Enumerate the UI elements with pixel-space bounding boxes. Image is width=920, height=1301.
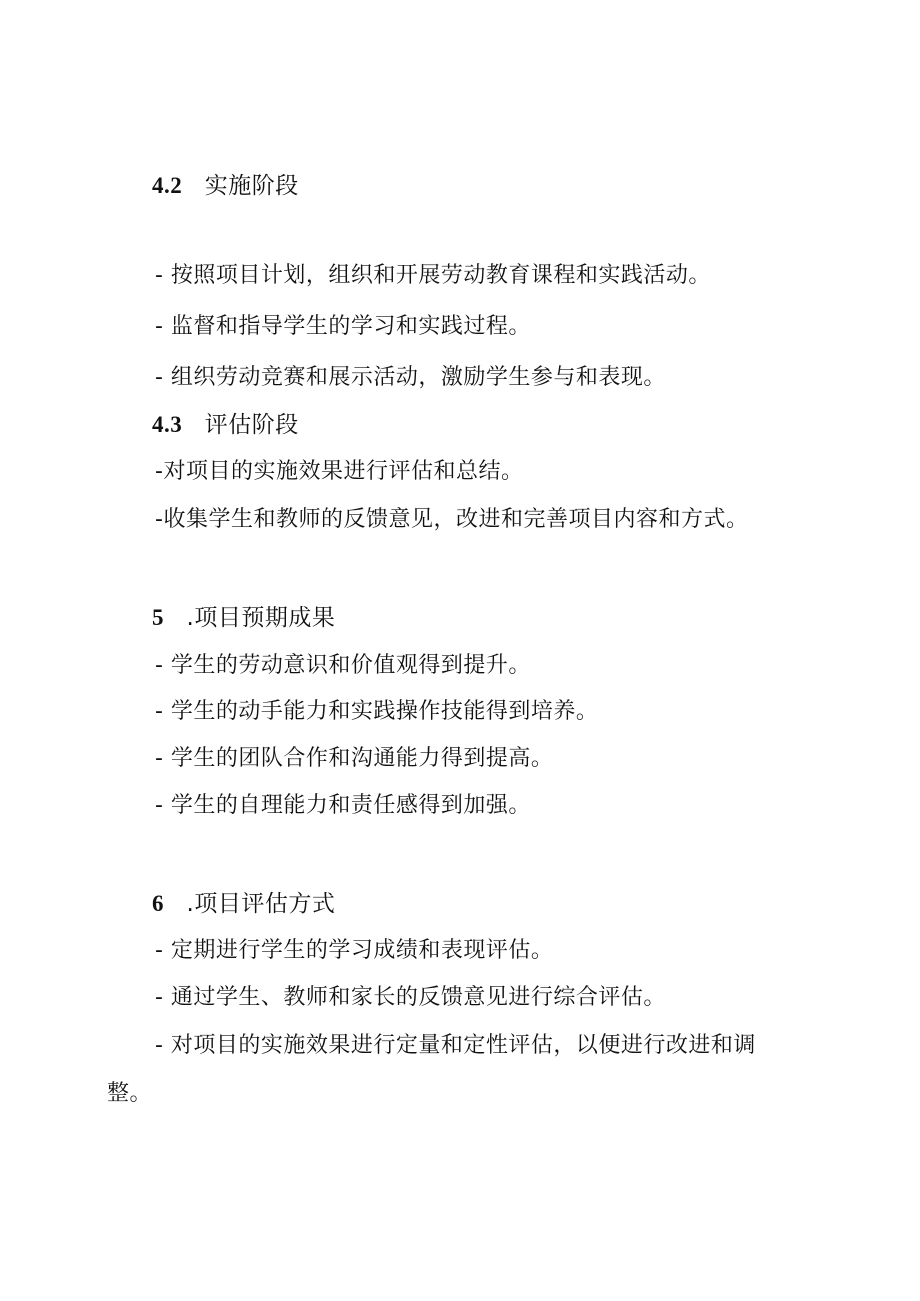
list-item: - 学生的动手能力和实践操作技能得到培养。 bbox=[155, 699, 599, 724]
section-number: 4.3 bbox=[152, 412, 183, 437]
list-item: - 学生的自理能力和责任感得到加强。 bbox=[155, 793, 531, 818]
section-heading-6 bbox=[152, 890, 335, 918]
list-item: -收集学生和教师的反馈意见，改进和完善项目内容和方式。 bbox=[155, 507, 749, 532]
list-item: - 按照项目计划，组织和开展劳动教育课程和实践活动。 bbox=[155, 263, 711, 288]
section-title: .项目评估方式 bbox=[186, 891, 336, 917]
section-title: .项目预期成果 bbox=[186, 605, 336, 631]
list-item: - 学生的团队合作和沟通能力得到提高。 bbox=[155, 746, 554, 771]
section-number: 5 bbox=[152, 605, 164, 630]
section-heading-5 bbox=[152, 604, 335, 632]
list-item-continuation: 整。 bbox=[107, 1081, 153, 1106]
section-number: 6 bbox=[152, 891, 164, 916]
section-heading-4-3 bbox=[152, 411, 299, 439]
list-item: - 定期进行学生的学习成绩和表现评估。 bbox=[155, 938, 554, 963]
list-item: - 学生的劳动意识和价值观得到提升。 bbox=[155, 653, 531, 678]
list-item: - 对项目的实施效果进行定量和定性评估，以便进行改进和调 bbox=[155, 1033, 756, 1058]
section-number: 4.2 bbox=[152, 173, 183, 198]
list-item: - 监督和指导学生的学习和实践过程。 bbox=[155, 314, 531, 339]
list-item: - 通过学生、教师和家长的反馈意见进行综合评估。 bbox=[155, 985, 666, 1010]
section-title: 实施阶段 bbox=[204, 173, 299, 199]
list-item: -对项目的实施效果进行评估和总结。 bbox=[155, 459, 524, 484]
list-item: - 组织劳动竞赛和展示活动，激励学生参与和表现。 bbox=[155, 365, 666, 390]
section-heading-4-2 bbox=[152, 172, 299, 200]
section-title: 评估阶段 bbox=[204, 412, 299, 438]
